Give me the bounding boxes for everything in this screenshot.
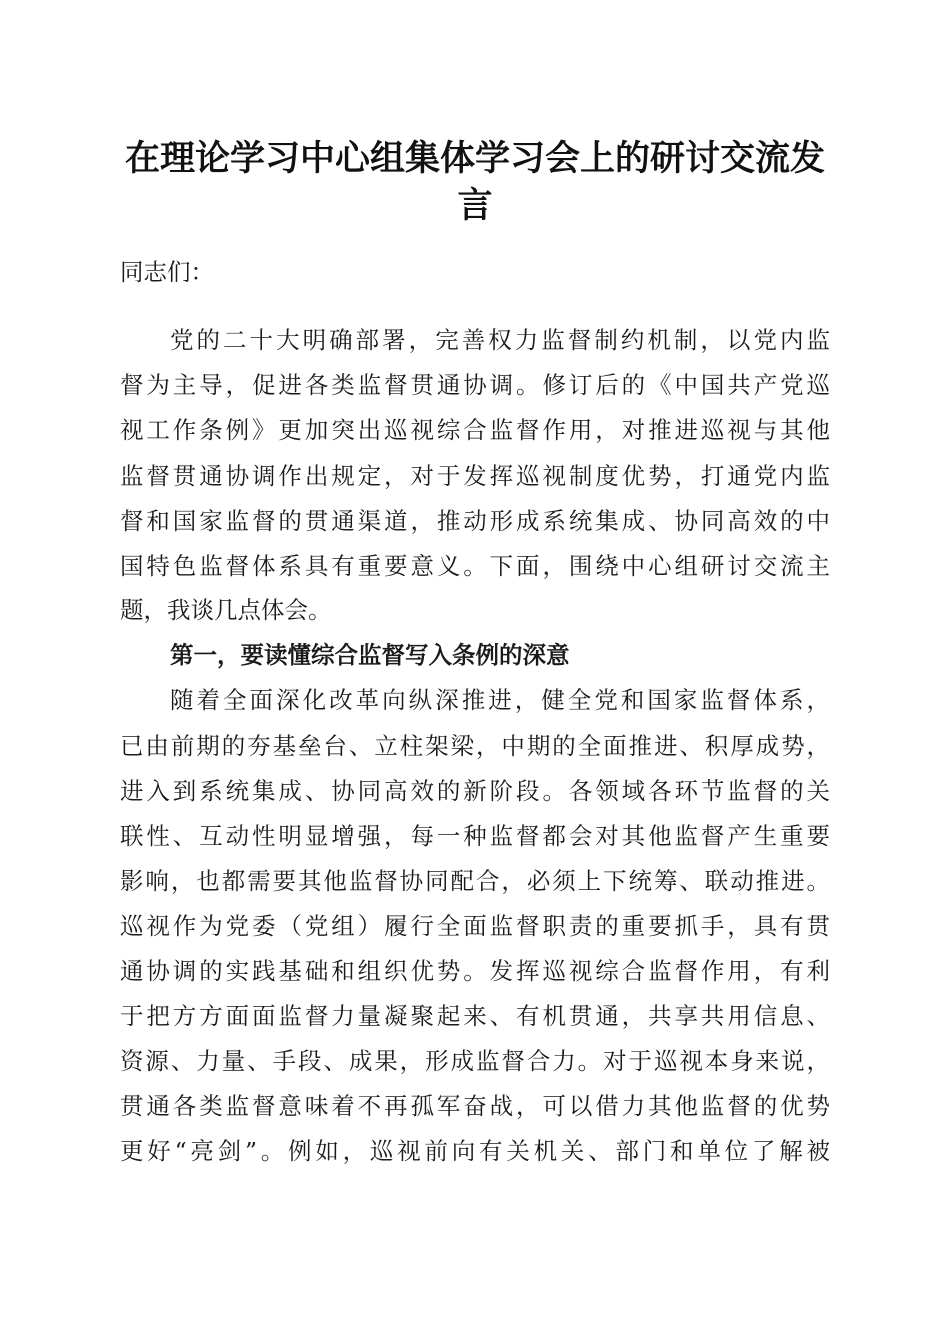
paragraph-1-line-4: 监督贯通协调作出规定，对于发挥巡视制度优势，打通党内监 [120, 462, 830, 490]
paragraph-2-line-3: 进入到系统集成、协同高效的新阶段。各领域各环节监督的关 [120, 777, 830, 805]
paragraph-2-line-8: 于把方方面面监督力量凝聚起来、有机贯通，共享共用信息、 [120, 1002, 830, 1030]
paragraph-2-line-7: 通协调的实践基础和组织优势。发挥巡视综合监督作用，有利 [120, 957, 830, 985]
paragraph-2-line-6: 巡视作为党委（党组）履行全面监督职责的重要抓手，具有贯 [120, 912, 830, 940]
paragraph-1-line-1: 党的二十大明确部署，完善权力监督制约机制，以党内监 [170, 326, 830, 354]
paragraph-1-line-6: 国特色监督体系具有重要意义。下面，围绕中心组研讨交流主 [120, 552, 830, 580]
paragraph-1-line-3: 视工作条例》更加突出巡视综合监督作用，对推进巡视与其他 [120, 416, 830, 444]
paragraph-2-line-9: 资源、力量、手段、成果，形成监督合力。对于巡视本身来说， [120, 1047, 830, 1075]
paragraph-2-line-11: 更好“亮剑”。例如，巡视前向有关机关、部门和单位了解被 [120, 1137, 830, 1165]
paragraph-2-line-1: 随着全面深化改革向纵深推进，健全党和国家监督体系， [170, 686, 830, 714]
paragraph-1-line-7: 题，我谈几点体会。 [120, 596, 332, 624]
paragraph-1-line-5: 督和国家监督的贯通渠道，推动形成系统集成、协同高效的中 [120, 507, 830, 535]
paragraph-2-line-4: 联性、互动性明显增强，每一种监督都会对其他监督产生重要 [120, 822, 830, 850]
paragraph-2-line-10: 贯通各类监督意味着不再孤军奋战，可以借力其他监督的优势 [120, 1092, 830, 1120]
salutation: 同志们： [120, 258, 214, 286]
paragraph-1-line-2: 督为主导，促进各类监督贯通协调。修订后的《中国共产党巡 [120, 371, 830, 399]
paragraph-2-line-5: 影响，也都需要其他监督协同配合，必须上下统筹、联动推进。 [120, 867, 830, 895]
document-title-line-1: 在理论学习中心组集体学习会上的研讨交流发 [124, 138, 825, 179]
section-heading-1: 第一，要读懂综合监督写入条例的深意 [170, 641, 570, 669]
document-title-line-2: 言 [457, 185, 493, 226]
paragraph-2-line-2: 已由前期的夯基垒台、立柱架梁，中期的全面推进、积厚成势， [120, 732, 830, 760]
